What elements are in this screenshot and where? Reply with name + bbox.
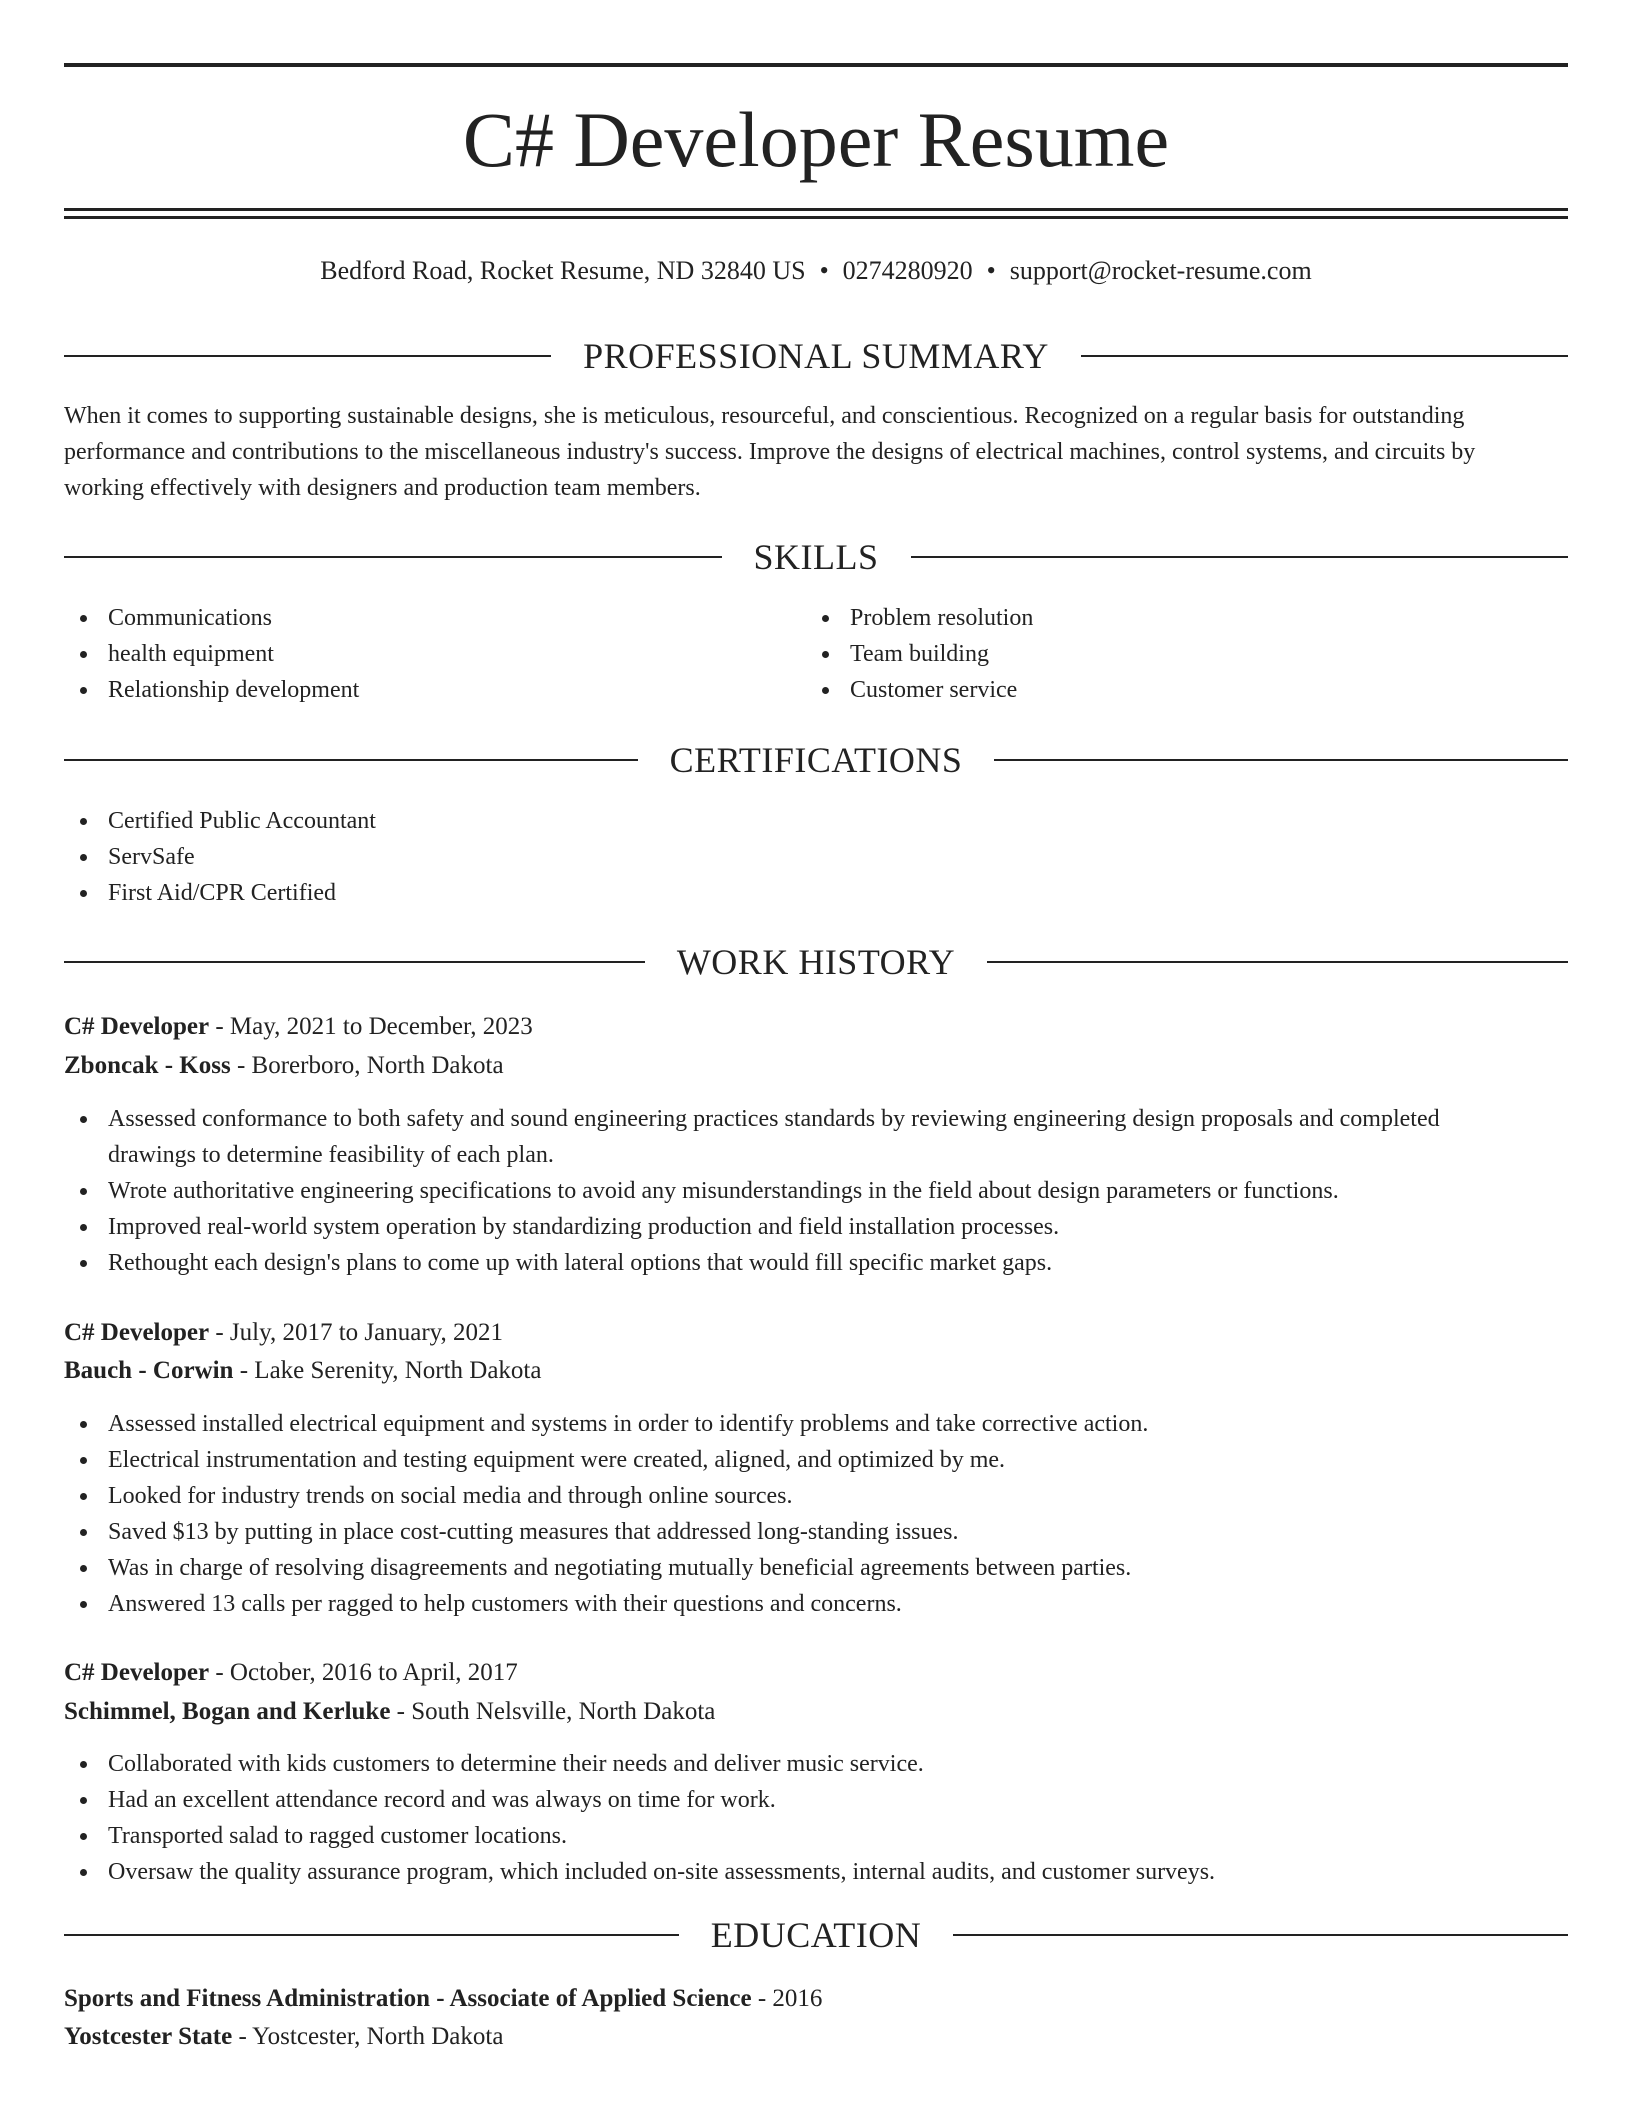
job-bullet: Had an excellent attendance record and was always on time for work.: [64, 1782, 1568, 1818]
skill-item: Communications: [64, 600, 764, 636]
job-location: - South Nelsville, North Dakota: [390, 1698, 716, 1725]
job-dates: - October, 2016 to April, 2017: [209, 1659, 518, 1686]
job-title: C# Developer: [64, 1659, 210, 1686]
job-bullet-text: drawings to determine feasibility of each plan.: [108, 1142, 554, 1168]
contact-separator: •: [819, 256, 829, 285]
heading-rule: [64, 961, 645, 963]
job-bullet-text: Assessed conformance to both safety and sound engineering practices standards by reviewing engineering design proposals and completed: [108, 1106, 1440, 1132]
skill-item: Problem resolution: [806, 600, 1506, 636]
contact-email: support@rocket-resume.com: [1009, 256, 1312, 285]
job-bullet: Looked for industry trends on social media and through online sources.: [64, 1478, 1568, 1514]
section-title: EDUCATION: [710, 1915, 922, 1955]
education-year: - 2016: [751, 1985, 823, 2012]
job-bullet: Collaborated with kids customers to determine their needs and deliver music service.: [64, 1746, 1568, 1782]
job-company-line: [64, 1048, 1568, 1084]
job-title: C# Developer: [64, 1319, 210, 1346]
job-dates: - May, 2021 to December, 2023: [209, 1013, 533, 1040]
job-bullet: Oversaw the quality assurance program, which included on-site assessments, internal audits, and customer surveys.: [64, 1854, 1568, 1890]
job-company-line: [64, 1694, 1568, 1730]
job-bullet: Improved real-world system operation by standardizing production and field installation processes.: [64, 1209, 1568, 1245]
section-title: CERTIFICATIONS: [669, 740, 963, 780]
heading-rule: [987, 961, 1568, 963]
heading-rule: [64, 1934, 679, 1936]
job-bullet: [64, 1101, 1568, 1173]
summary-line: When it comes to supporting sustainable designs, she is meticulous, resourceful, and conscientious. Recognized on a regular basis for outstanding: [64, 403, 1465, 429]
job-bullet: Electrical instrumentation and testing equipment were created, aligned, and optimized by me.: [64, 1442, 1568, 1478]
job-bullet: Assessed installed electrical equipment and systems in order to identify problems and take corrective action.: [64, 1406, 1568, 1442]
job-bullets: [64, 1746, 1568, 1890]
job-dates: - July, 2017 to January, 2021: [209, 1319, 504, 1346]
summary-line: performance and contributions to the miscellaneous industry's success. Improve the designs of electrical machines, control systems, and circuits by: [64, 439, 1476, 465]
section-heading-skills: [64, 535, 1568, 579]
skill-item: Team building: [806, 636, 1506, 672]
job-company: Zboncak - Koss: [64, 1052, 231, 1079]
job-location: - Borerboro, North Dakota: [230, 1052, 504, 1079]
job-company-line: [64, 1353, 1568, 1389]
heading-rule: [953, 1934, 1568, 1936]
summary-text: [64, 398, 1568, 506]
job-bullets: [64, 1406, 1568, 1622]
heading-rule: [911, 556, 1569, 558]
contact-phone: 0274280920: [842, 256, 973, 285]
skill-item: Relationship development: [64, 672, 764, 708]
header-bottom-rule: [64, 208, 1568, 211]
certifications-list: [64, 803, 1568, 911]
contact-line: [64, 254, 1568, 288]
job-bullet: Wrote authoritative engineering specifications to avoid any misunderstandings in the field about design parameters or functions.: [64, 1173, 1568, 1209]
education-degree-line: [64, 1981, 1568, 2017]
job-bullet: Transported salad to ragged customer locations.: [64, 1818, 1568, 1854]
job-title: C# Developer: [64, 1013, 210, 1040]
heading-rule: [994, 759, 1568, 761]
section-heading-certifications: [64, 738, 1568, 782]
header-bottom-rule-2: [64, 216, 1568, 219]
certification-item: First Aid/CPR Certified: [64, 875, 1568, 911]
education-location: - Yostcester, North Dakota: [232, 2023, 504, 2050]
education-school: Yostcester State: [64, 2023, 233, 2050]
job-bullet: Was in charge of resolving disagreements and negotiating mutually beneficial agreements between parties.: [64, 1550, 1568, 1586]
job-title-line: [64, 1009, 1568, 1045]
education-degree: Sports and Fitness Administration - Associate of Applied Science: [64, 1985, 752, 2012]
skill-item: health equipment: [64, 636, 764, 672]
section-title: SKILLS: [753, 537, 879, 577]
section-title: WORK HISTORY: [676, 942, 956, 982]
resume-title: C# Developer Resume: [462, 96, 1170, 183]
heading-rule: [64, 355, 551, 357]
contact-separator: •: [986, 256, 996, 285]
heading-rule: [1081, 355, 1568, 357]
job-bullet: Rethought each design's plans to come up with lateral options that would fill specific market gaps.: [64, 1245, 1568, 1281]
certification-item: ServSafe: [64, 839, 1568, 875]
summary-line: working effectively with designers and production team members.: [64, 475, 701, 501]
skills-list-right: [806, 600, 1506, 708]
certification-item: Certified Public Accountant: [64, 803, 1568, 839]
job-bullets: [64, 1101, 1568, 1281]
contact-address: Bedford Road, Rocket Resume, ND 32840 US: [320, 256, 806, 285]
section-heading-education: [64, 1913, 1568, 1957]
header-top-rule: [64, 63, 1568, 67]
heading-rule: [64, 759, 638, 761]
job-title-line: [64, 1315, 1568, 1351]
job-bullet: Answered 13 calls per ragged to help customers with their questions and concerns.: [64, 1586, 1568, 1622]
education-school-line: [64, 2019, 1568, 2055]
skills-list-left: [64, 600, 764, 708]
job-location: - Lake Serenity, North Dakota: [233, 1357, 542, 1384]
skill-item: Customer service: [806, 672, 1506, 708]
job-company: Schimmel, Bogan and Kerluke: [64, 1698, 391, 1725]
section-title: PROFESSIONAL SUMMARY: [583, 336, 1049, 376]
section-heading-work: [64, 940, 1568, 984]
section-heading-summary: [64, 334, 1568, 378]
job-bullet: Saved $13 by putting in place cost-cutting measures that addressed long-standing issues.: [64, 1514, 1568, 1550]
heading-rule: [64, 556, 722, 558]
job-company: Bauch - Corwin: [64, 1357, 234, 1384]
job-title-line: [64, 1655, 1568, 1691]
